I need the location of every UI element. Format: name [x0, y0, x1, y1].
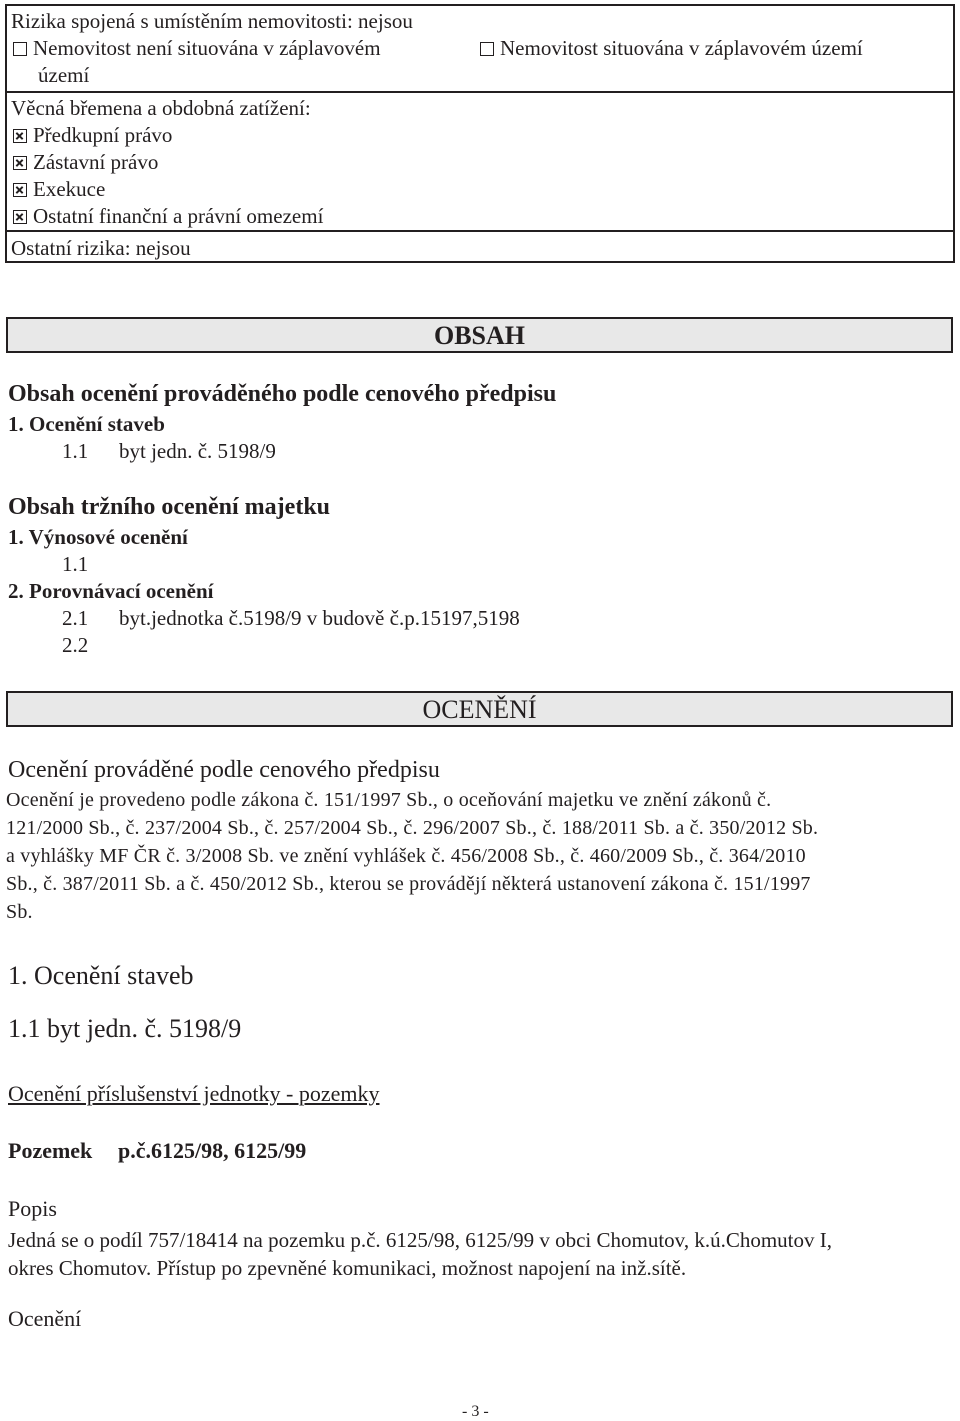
- checkbox-empty-icon: [480, 42, 494, 56]
- contents-title-bar: [6, 317, 953, 353]
- valuation-law-paragraph: [6, 786, 954, 926]
- compare-section: 2. Porovnávací ocenění: [8, 579, 214, 603]
- paragraph-line: Sb., č. 387/2011 Sb. a č. 450/2012 Sb., kterou se provádějí některá ustanovení zákona č. 151/1997: [6, 873, 811, 895]
- other-risks: Ostatní rizika: nejsou: [11, 236, 191, 260]
- land-label: Pozemek: [8, 1138, 93, 1163]
- price-section: 1. Ocenění staveb: [8, 412, 165, 436]
- accessory-heading: Ocenění příslušenství jednotky - pozemky: [8, 1081, 380, 1106]
- valuation-title: OCENĚNÍ: [422, 695, 537, 724]
- price-item-num: 1.1: [62, 439, 89, 463]
- burdens-heading: Věcná břemena a obdobná zatížení:: [11, 96, 311, 120]
- risk-divider-2: [5, 230, 955, 232]
- compare-item-2: 2.2: [62, 633, 89, 657]
- flood-option-1: Nemovitost není situována v záplavovém: [13, 36, 381, 61]
- section-buildings: 1. Ocenění staveb: [8, 961, 194, 990]
- income-section: 1. Výnosové ocenění: [8, 525, 188, 549]
- valuation-heading: Ocenění prováděné podle cenového předpisu: [8, 757, 440, 783]
- price-contents-heading: Obsah ocenění prováděného podle cenového předpisu: [8, 381, 557, 407]
- flood-option-1-cont: území: [38, 63, 90, 87]
- paragraph-line: 121/2000 Sb., č. 237/2004 Sb., č. 257/2004 Sb., č. 296/2007 Sb., č. 188/2011 Sb. a č. 350/2012 Sb.: [6, 817, 819, 839]
- paragraph-line: Sb.: [6, 901, 33, 923]
- checkbox-checked-icon: [13, 183, 27, 197]
- page-number: - 3 -: [462, 1403, 489, 1420]
- income-item: 1.1: [62, 552, 89, 576]
- market-contents-heading: Obsah tržního ocenění majetku: [8, 494, 331, 520]
- valuation-title-bar: [6, 691, 953, 727]
- description-label: Popis: [8, 1196, 57, 1221]
- flood-option-2: Nemovitost situována v záplavovém území: [480, 36, 863, 61]
- compare-item-num: 2.1: [62, 606, 89, 630]
- checkbox-checked-icon: [13, 210, 27, 224]
- contents-title: OBSAH: [433, 321, 526, 350]
- location-risk-heading: Rizika spojená s umístěním nemovitosti: nejsou: [11, 9, 413, 33]
- burden-item: Ostatní finanční a právní omezemí: [13, 204, 323, 229]
- valuation-label: Ocenění: [8, 1306, 82, 1331]
- land-value: p.č.6125/98, 6125/99: [118, 1138, 307, 1163]
- price-item-text: byt jedn. č. 5198/9: [119, 439, 276, 463]
- compare-item-text: byt.jednotka č.5198/9 v budově č.p.15197,5198: [119, 606, 520, 630]
- checkbox-checked-icon: [13, 129, 27, 143]
- description-line: Jedná se o podíl 757/18414 na pozemku p.č. 6125/98, 6125/99 v obci Chomutov, k.ú.Chomutov I,: [8, 1228, 832, 1252]
- burden-item: Exekuce: [13, 177, 105, 202]
- paragraph-line: a vyhlášky MF ČR č. 3/2008 Sb. ve znění vyhlášek č. 456/2008 Sb., č. 460/2009 Sb., č. 364/2010: [6, 845, 806, 867]
- burden-item: Zástavní právo: [13, 150, 158, 175]
- risk-divider-1: [5, 91, 955, 93]
- checkbox-checked-icon: [13, 156, 27, 170]
- burden-item: Předkupní právo: [13, 123, 172, 148]
- section-unit: 1.1 byt jedn. č. 5198/9: [8, 1014, 242, 1043]
- checkbox-empty-icon: [13, 42, 27, 56]
- paragraph-line: Ocenění je provedeno podle zákona č. 151/1997 Sb., o oceňování majetku ve znění zákonů č.: [6, 789, 772, 811]
- description-line: okres Chomutov. Přístup po zpevněné komunikaci, možnost napojení na inž.sítě.: [8, 1256, 687, 1280]
